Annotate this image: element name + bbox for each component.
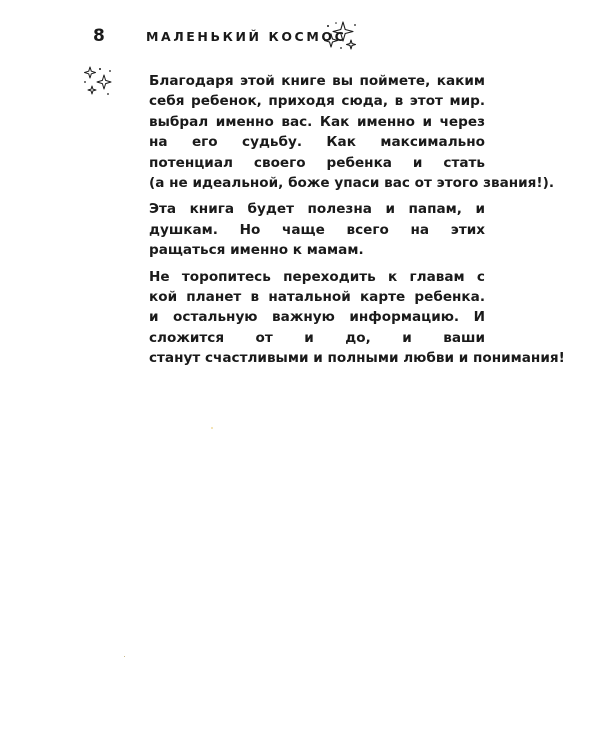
text-line: сложится от и до, и ваши <box>149 329 485 346</box>
paper-speck <box>124 656 125 657</box>
text-line: себя ребенок, приходя сюда, в этот мир. <box>149 93 485 110</box>
text-line: Не торопитесь переходить к главам с <box>149 268 485 285</box>
text-line: кой планет в натальной карте ребенка. <box>149 288 485 305</box>
text-line: ращаться именно к мамам. <box>149 242 364 259</box>
sparkle-stars-icon <box>322 20 358 52</box>
text-line: душкам. Но чаще всего на этих <box>149 221 485 238</box>
text-line: на его судьбу. Как максимально <box>149 134 485 151</box>
text-line: станут счастливыми и полными любви и понимания! <box>149 350 565 367</box>
paragraph-2 <box>129 199 485 260</box>
text-line: Эта книга будет полезна и папам, и <box>149 201 485 218</box>
text-line: выбрал именно вас. Как именно и через <box>149 113 485 130</box>
running-title: МАЛЕНЬКИЙ КОСМОС <box>146 29 347 44</box>
paragraph-3 <box>129 267 565 369</box>
text-line: потенциал своего ребенка и стать <box>149 154 485 171</box>
small-stars-icon <box>82 64 116 98</box>
page-number: 8 <box>93 26 106 46</box>
text-line: (а не идеальной, боже упаси вас от этого звания!). <box>149 174 554 191</box>
paragraph-1 <box>129 71 554 193</box>
paper-speck <box>211 427 213 429</box>
text-line: и остальную важную информацию. И <box>149 309 485 326</box>
body-text <box>129 71 565 375</box>
text-line: Благодаря этой книге вы поймете, каким <box>149 73 485 89</box>
